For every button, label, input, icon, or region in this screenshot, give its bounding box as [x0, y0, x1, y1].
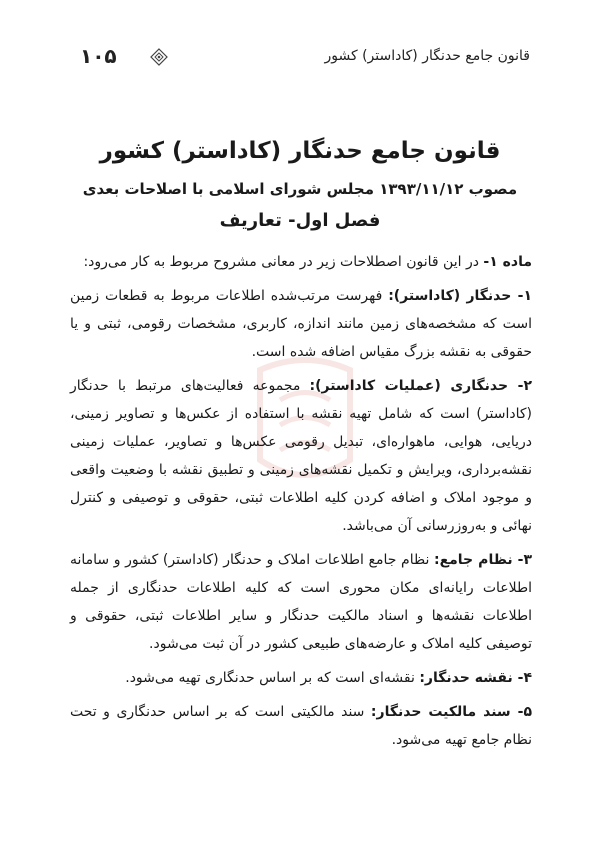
document-title: قانون جامع حدنگار (کاداستر) کشور — [99, 138, 501, 164]
running-header-title: قانون جامع حدنگار (کاداستر) کشور — [324, 48, 530, 64]
document-subtitle: مصوب ۱۳۹۳/۱۱/۱۲ مجلس شورای اسلامی با اصلاحات بعدی — [82, 180, 518, 198]
paragraph-lead: ۱- حدنگار (کاداستر): — [388, 288, 533, 304]
paragraph-text: سند مالکیتی است که بر اساس حدنگاری و تحت نظام جامع تهیه می‌شود. — [70, 704, 532, 748]
paragraph-article-1 — [70, 248, 532, 276]
diamond-ornament-icon — [150, 48, 168, 66]
chapter-heading: فصل اول- تعاریف — [219, 210, 381, 231]
paragraph-lead: ۲- حدنگاری (عملیات کاداستر): — [309, 378, 533, 394]
paragraph-lead: ۵- سند مالکیت حدنگار: — [370, 704, 532, 720]
paragraph-text: فهرست مرتب‌شده اطلاعات مربوط به قطعات زمین است که مشخصه‌های زمین مانند اندازه، کاربری، مشخصات رقومی، ثبتی و یا حقوقی به نقشه بزرگ مقیاس اضافه شده است. — [70, 288, 532, 360]
page-number: ۱۰۵ — [80, 44, 117, 68]
paragraph-lead: ۳- نظام جامع: — [433, 552, 532, 568]
paragraph-text: در این قانون اصطلاحات زیر در معانی مشروح مربوط به کار می‌رود: — [83, 254, 484, 270]
paragraph-text: نظام جامع اطلاعات املاک و حدنگار (کاداستر) کشور و سامانه اطلاعات رایانه‌ای مکان محوری است که کلیه اطلاعات حدنگاری از جمله اطلاعات نقشه‌ها و اسناد مالکیت حدنگار و سایر اطلاعات ثبتی، حقوقی و توصیفی کلیه املاک و عارضه‌های طبیعی کشور در آن ثبت می‌شود. — [70, 552, 532, 652]
paragraph-definition-1 — [70, 282, 532, 366]
paragraph-lead: ۴- نقشه حدنگار: — [419, 670, 532, 686]
paragraph-text: نقشه‌ای است که بر اساس حدنگاری تهیه می‌شود. — [125, 670, 420, 686]
paragraph-definition-3 — [70, 546, 532, 658]
paragraph-definition-5 — [70, 698, 532, 754]
paragraph-definition-2 — [70, 372, 532, 540]
paragraph-definition-4 — [70, 664, 532, 692]
running-header — [80, 44, 530, 74]
paragraph-text: مجموعه فعالیت‌های مرتبط با حدنگار (کاداستر) است که شامل تهیه نقشه با استفاده از عکس‌ها و تصاویر زمینی، دریایی، هوایی، ماهواره‌ای، تبدیل رقومی عکس‌ها و تصاویر، عملیات زمینی نقشه‌برداری، ویرایش و تکمیل نقشه‌های زمینی و تطبیق نقشه با وضعیت واقعی و موجود املاک و اضافه کردن کلیه اطلاعات ثبتی، حقوقی و توصیفی و کنترل نهائی و به‌روزرسانی آن می‌باشد. — [70, 378, 532, 534]
article-body — [70, 248, 532, 760]
paragraph-lead: ماده ۱- — [483, 254, 532, 270]
